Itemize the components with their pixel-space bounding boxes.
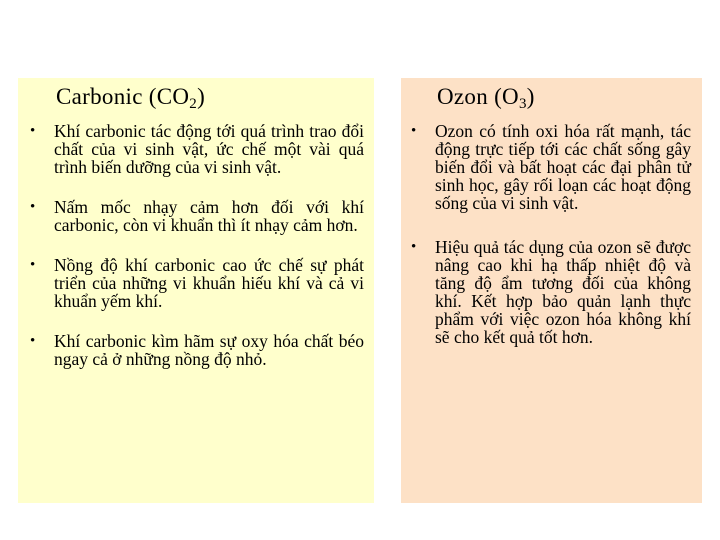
bullet-dot-icon: • <box>411 123 417 139</box>
carbonic-heading-subscript: 2 <box>189 96 198 112</box>
carbonic-panel <box>18 78 374 503</box>
bullet-text: Khí carbonic tác động tới quá trình trao đổi chất của vi sinh vật, ức chế một vài quá trình biến dưỡng của vi sinh vật. <box>54 121 364 177</box>
bullet-text: Hiệu quả tác dụng của ozon sẽ được nâng cao khi hạ thấp nhiệt độ và tăng độ ẩm tương đối của không khí. Kết hợp bảo quản lạnh thực phẩm với việc ozon hóa không khí sẽ cho kết quả tốt hơn. <box>435 237 691 347</box>
carbonic-heading-text: Carbonic (CO <box>56 84 190 109</box>
ozon-bullet <box>409 122 691 212</box>
carbonic-bullet <box>28 256 364 310</box>
carbonic-bullet <box>28 122 364 176</box>
carbonic-bullet <box>28 198 364 234</box>
bullet-dot-icon: • <box>411 239 417 255</box>
bullet-text: Khí carbonic kìm hãm sự oxy hóa chất béo ngay cả ở những nồng độ nhỏ. <box>54 331 364 369</box>
ozon-heading <box>437 82 535 119</box>
ozon-heading-close: ) <box>526 84 535 109</box>
bullet-text: Nồng độ khí carbonic cao ức chế sự phát triển của những vi khuẩn hiếu khí và cả vi khuẩn yếm khí. <box>54 255 364 311</box>
ozon-bullet-list <box>409 122 691 372</box>
bullet-dot-icon: • <box>30 123 36 139</box>
bullet-dot-icon: • <box>30 333 36 349</box>
bullet-text: Nấm mốc nhạy cảm hơn đối với khí carbonic, còn vi khuẩn thì ít nhạy cảm hơn. <box>54 197 364 235</box>
ozon-heading-text: Ozon (O <box>437 84 519 109</box>
carbonic-bullet-list <box>28 122 364 390</box>
ozon-panel <box>401 78 702 503</box>
carbonic-heading-close: ) <box>197 84 206 109</box>
ozon-heading-subscript: 3 <box>518 96 527 112</box>
bullet-dot-icon: • <box>30 257 36 273</box>
carbonic-heading <box>56 82 205 119</box>
bullet-dot-icon: • <box>30 199 36 215</box>
ozon-bullet <box>409 238 691 346</box>
bullet-text: Ozon có tính oxi hóa rất mạnh, tác động trực tiếp tới các chất sống gây biến đổi và bất hoạt các đại phân tử sinh học, gây rối loạn các hoạt động sống của vi sinh vật. <box>435 121 691 213</box>
carbonic-bullet <box>28 332 364 368</box>
